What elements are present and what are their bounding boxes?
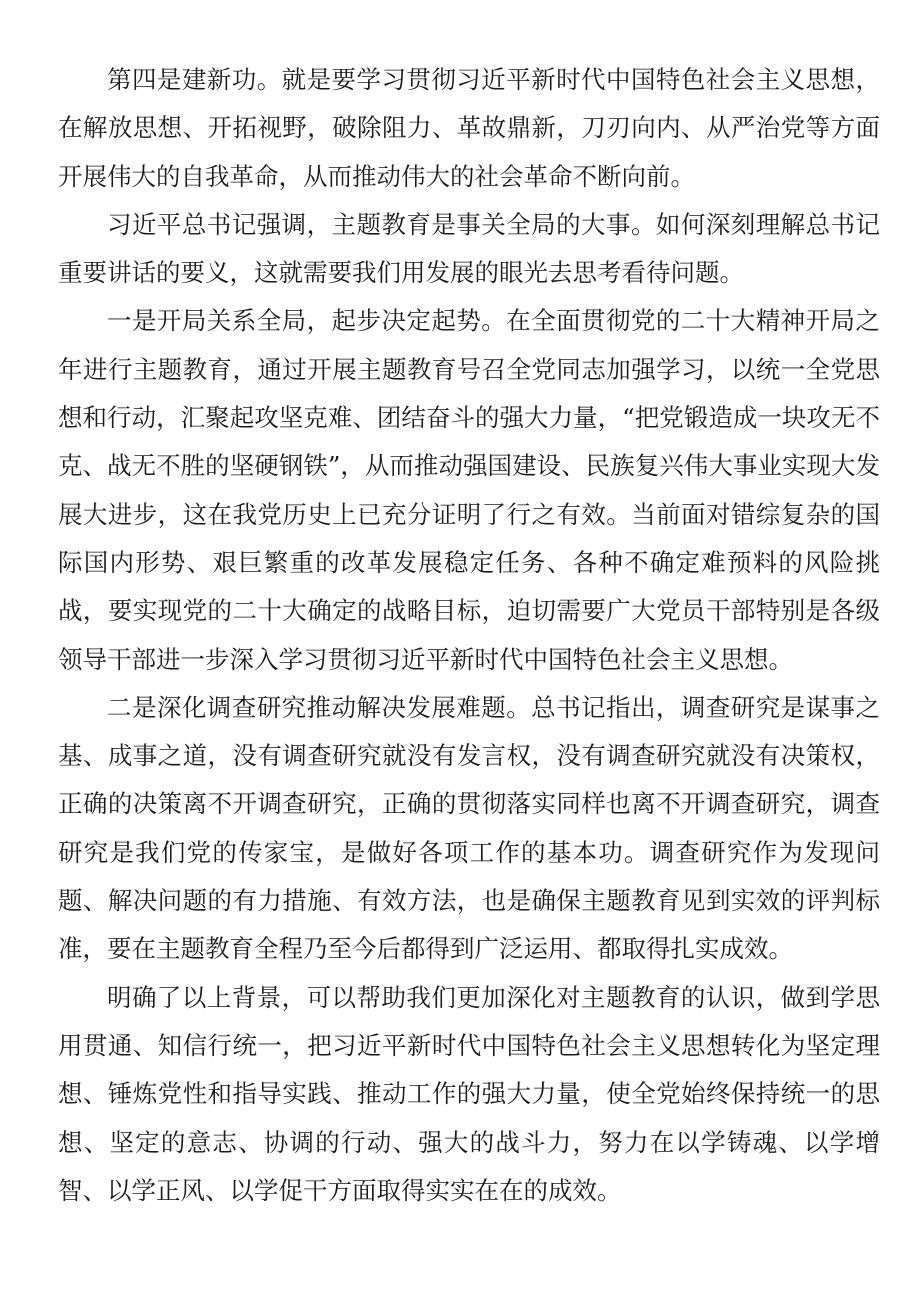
paragraph-overall-significance: 习近平总书记强调，主题教育是事关全局的大事。如何深刻理解总书记重要讲话的要义，这就需要我们用发展的眼光去思考看待问题。 xyxy=(58,209,880,288)
paragraph-conclusion: 明确了以上背景，可以帮助我们更加深化对主题教育的认识，做到学思用贯通、知信行统一，把习近平新时代中国特色社会主义思想转化为坚定理想、锤炼党性和指导实践、推动工作的强大力量，使全党始终保持统一的思想、坚定的意志、协调的行动、强大的战斗力，努力在以学铸魂、以学增智、以学正风、以学促干方面取得实实在在的成效。 xyxy=(58,982,880,1205)
paragraph-investigation-research: 二是深化调查研究推动解决发展难题。总书记指出，调查研究是谋事之基、成事之道，没有调查研究就没有发言权，没有调查研究就没有决策权，正确的决策离不开调查研究，正确的贯彻落实同样也离不开调查研究，调查研究是我们党的传家宝，是做好各项工作的基本功。调查研究作为发现问题、解决问题的有力措施、有效方法，也是确保主题教育见到实效的评判标准，要在主题教育全程乃至今后都得到广泛运用、都取得扎实成效。 xyxy=(58,692,880,964)
document-body xyxy=(58,56,880,1215)
paragraph-opening-overall: 一是开局关系全局，起步决定起势。在全面贯彻党的二十大精神开局之年进行主题教育，通过开展主题教育号召全党同志加强学习，以统一全党思想和行动，汇聚起攻坚克难、团结奋斗的强大力量，“把党锻造成一块攻无不克、战无不胜的坚硬钢铁”，从而推动强国建设、民族复兴伟大事业实现大发展大进步，这在我党历史上已充分证明了行之有效。当前面对错综复杂的国际国内形势、艰巨繁重的改革发展稳定任务、各种不确定难预料的风险挑战，要实现党的二十大确定的战略目标，迫切需要广大党员干部特别是各级领导干部进一步深入学习贯彻习近平新时代中国特色社会主义思想。 xyxy=(58,306,880,674)
paragraph-new-achievements: 第四是建新功。就是要学习贯彻习近平新时代中国特色社会主义思想，在解放思想、开拓视野，破除阻力、革故鼎新，刀刃向内、从严治党等方面开展伟大的自我革命，从而推动伟大的社会革命不断向前。 xyxy=(58,65,880,191)
